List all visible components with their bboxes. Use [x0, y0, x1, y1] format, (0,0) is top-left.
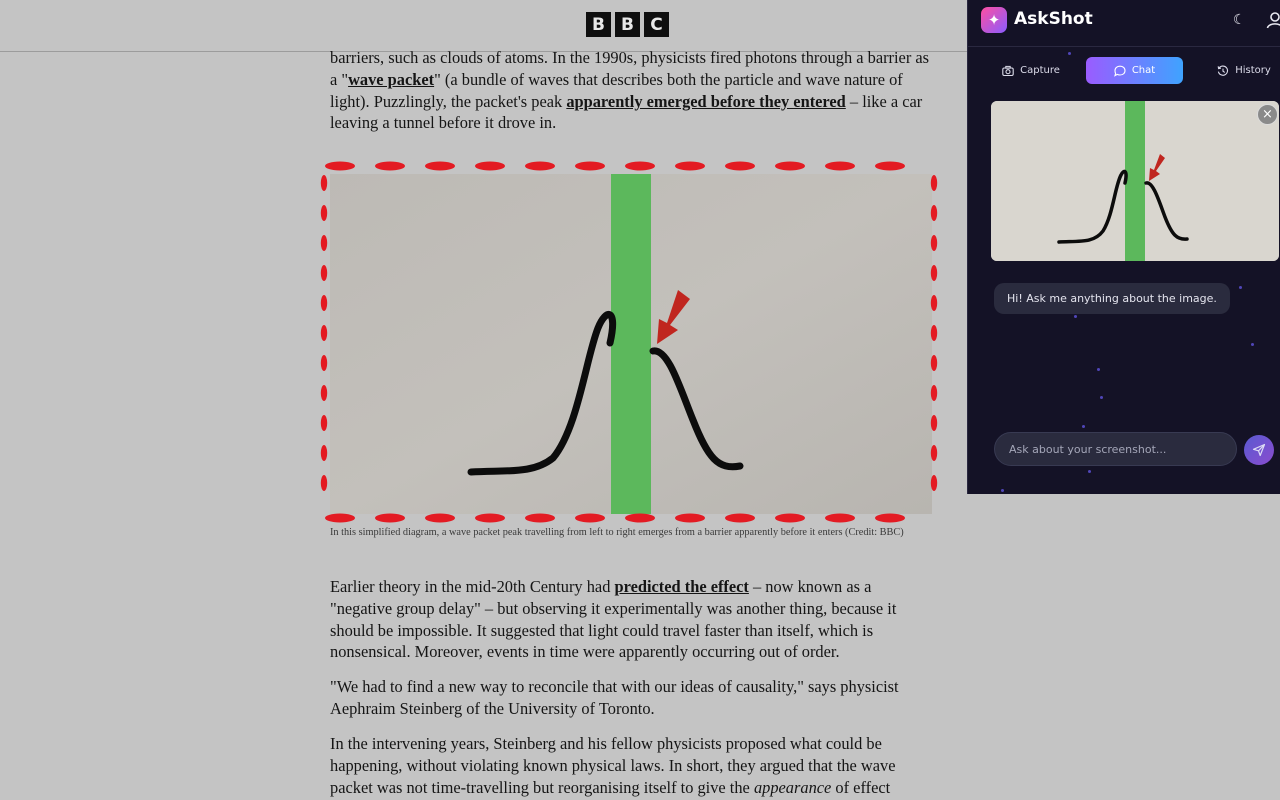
tab-label: Chat: [1131, 65, 1156, 76]
bbc-logo[interactable]: [586, 12, 669, 37]
article-link[interactable]: wave packet: [348, 69, 435, 89]
border-dash: [375, 514, 405, 523]
background-star: [1239, 286, 1242, 289]
assistant-message: Hi! Ask me anything about the image.: [994, 283, 1230, 314]
article-paragraph: [330, 676, 934, 720]
border-dash: [321, 175, 327, 191]
background-star: [1088, 470, 1091, 473]
border-dash: [625, 162, 655, 171]
paragraph-text-run: – now known as a "negative group delay" – but observing it experimentally was another thing, because it should be impossible. It suggested that light could travel faster than itself, which is nonsensical. Moreover, events in time were apparently occurring out of order.: [330, 577, 897, 662]
border-dash: [321, 385, 327, 401]
barrier-bar: [611, 174, 651, 514]
border-dash: [325, 514, 355, 523]
article-link[interactable]: predicted the effect: [614, 577, 749, 596]
paragraph-text-tail: of effect: [831, 777, 891, 797]
tab-chat[interactable]: [1086, 57, 1183, 84]
border-dash: [525, 162, 555, 171]
background-star: [1097, 368, 1100, 371]
border-dash: [825, 162, 855, 171]
chat-input-wrapper: [994, 432, 1237, 466]
border-dash: [575, 514, 605, 523]
article-paragraph: [330, 47, 934, 134]
paragraph-text-run: Earlier theory in the mid-20th Century had: [330, 577, 615, 596]
border-dash: [321, 415, 327, 431]
background-star: [1068, 52, 1071, 55]
border-dash: [321, 355, 327, 371]
border-dash: [525, 514, 555, 523]
camera-icon: [1002, 65, 1014, 77]
site-header: [0, 0, 968, 52]
paragraph-text-main: In the intervening years, Steinberg and his fellow physicists proposed what could be happening, without violating known physical laws. In short, they argued that the wave packet was not time-travelling but reorganising itself to give the: [330, 734, 896, 797]
border-dash: [325, 162, 355, 171]
tab-label: Capture: [1020, 65, 1060, 76]
border-dash: [321, 205, 327, 221]
article-figure: [318, 158, 940, 528]
border-dash: [931, 235, 937, 251]
sparkle-icon: ✦: [981, 7, 1007, 33]
panel-header: [968, 0, 1280, 46]
border-dash: [931, 265, 937, 281]
tab-label: History: [1235, 65, 1271, 76]
user-icon[interactable]: [1265, 10, 1280, 30]
header-divider: [968, 46, 1280, 47]
paragraph-text: [330, 576, 934, 663]
border-dash: [321, 265, 327, 281]
figure-caption: In this simplified diagram, a wave packet peak travelling from left to right emerges from a barrier apparently before it enters (Credit: BBC): [330, 527, 904, 538]
screenshot-preview: [991, 101, 1279, 261]
paragraph-text-run: " (a bundle of waves that describes both the particle and wave nature of light). Puzzlingly, the packet's peak: [330, 69, 903, 111]
border-dash: [625, 514, 655, 523]
border-dash: [931, 415, 937, 431]
chat-input[interactable]: [995, 433, 1236, 465]
border-dash: [931, 355, 937, 371]
border-dash: [321, 445, 327, 461]
background-star: [1001, 489, 1004, 492]
send-button[interactable]: [1244, 435, 1274, 465]
border-dash: [425, 162, 455, 171]
tab-history[interactable]: [1194, 57, 1280, 84]
tab-capture[interactable]: [981, 57, 1081, 84]
border-dash: [725, 162, 755, 171]
chat-bubble-icon: [1114, 65, 1126, 77]
border-dash: [321, 475, 327, 491]
paragraph-text: [330, 733, 934, 798]
background-star: [1074, 315, 1077, 318]
logo-letter: B: [615, 12, 640, 37]
border-dash: [931, 295, 937, 311]
send-icon: [1252, 443, 1266, 457]
border-dash: [425, 514, 455, 523]
article-paragraph: [330, 576, 934, 663]
border-dash: [775, 162, 805, 171]
article-paragraph: [330, 733, 934, 798]
border-dash: [875, 162, 905, 171]
border-dash: [375, 162, 405, 171]
background-star: [1100, 396, 1103, 399]
border-dash: [321, 325, 327, 341]
border-dash: [475, 514, 505, 523]
background-star: [1251, 343, 1254, 346]
paragraph-text-run: – like a car leaving a tunnel before it drove in.: [330, 91, 923, 133]
border-dash: [931, 385, 937, 401]
border-dash: [875, 514, 905, 523]
wave-packet-diagram: [318, 158, 940, 528]
border-dash: [475, 162, 505, 171]
preview-barrier-bar: [1125, 101, 1145, 261]
border-dash: [931, 445, 937, 461]
preview-thumbnail: [991, 101, 1279, 261]
app-title: AskShot: [1014, 9, 1093, 29]
emphasis-text: appearance: [753, 777, 832, 797]
border-dash: [931, 175, 937, 191]
moon-icon[interactable]: ☾: [1233, 12, 1246, 28]
background-star: [1082, 425, 1085, 428]
tab-bar: [981, 57, 1280, 85]
logo-letter: B: [586, 12, 611, 37]
history-icon: [1217, 65, 1229, 77]
border-dash: [931, 325, 937, 341]
logo-letter: C: [644, 12, 669, 37]
border-dash: [321, 295, 327, 311]
border-dash: [321, 235, 327, 251]
askshot-panel: [967, 0, 1280, 494]
paragraph-text: "We had to find a new way to reconcile that with our ideas of causality," says physicist Aephraim Steinberg of the University of Toronto.: [330, 677, 899, 718]
border-dash: [675, 162, 705, 171]
border-dash: [725, 514, 755, 523]
border-dash: [931, 475, 937, 491]
border-dash: [775, 514, 805, 523]
remove-screenshot-button[interactable]: ×: [1257, 104, 1278, 125]
paragraph-text-run: barriers, such as clouds of atoms. In the 1990s, physicists fired photons through a barrier as a ": [330, 48, 930, 89]
border-dash: [931, 205, 937, 221]
border-dash: [675, 514, 705, 523]
border-dash: [575, 162, 605, 171]
border-dash: [825, 514, 855, 523]
article-link[interactable]: apparently emerged before they entered: [566, 91, 846, 111]
paragraph-text: [330, 47, 934, 134]
